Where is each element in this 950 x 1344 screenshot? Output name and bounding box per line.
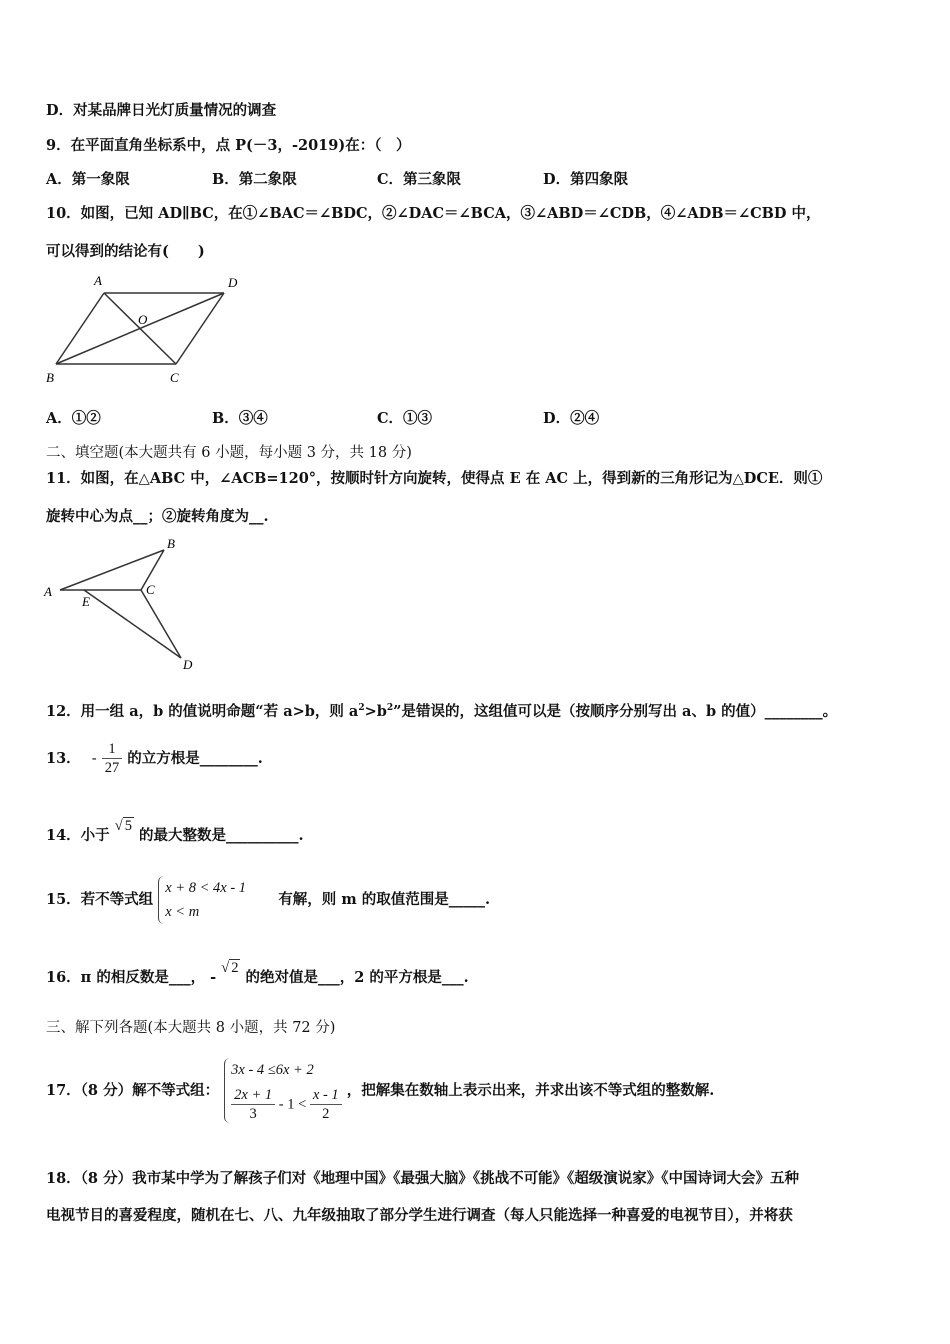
q17-fraction-2 [310, 1086, 342, 1123]
q15-stem [46, 876, 490, 924]
q17-fraction-2-denominator: 2 [322, 1106, 330, 1122]
label-d: D [228, 275, 238, 290]
q13-number: 13． [46, 749, 81, 767]
q13-fraction-denominator: 27 [104, 760, 120, 776]
q9-option-b: B．第二象限 [212, 171, 297, 188]
diagonal-bd [56, 293, 224, 364]
q14-post: 的最大整数是__________. [139, 827, 304, 844]
q18-line-2: 电视节目的喜爱程度，随机在七、八、九年级抽取了部分学生进行调查（每人只能选择一种喜爱的电视节目），并将获 [46, 1207, 793, 1224]
label-e: E [82, 594, 90, 609]
q13-sign: - [91, 750, 97, 767]
q11-stem-continued: 旋转中心为点__；②旋转角度为__. [46, 508, 269, 525]
q12-exponent-b: 2 [386, 703, 394, 713]
q11-triangle-figure [40, 532, 200, 674]
q13-post: 的立方根是________. [127, 749, 263, 767]
q10-option-a: A．①② [46, 410, 101, 427]
q13-fraction [102, 740, 123, 777]
label-a: A [44, 584, 52, 599]
q14-radicand: 5 [124, 818, 132, 834]
q16-radicand: 2 [231, 960, 239, 976]
q12-stem [46, 698, 837, 722]
q17-fraction-1 [231, 1086, 275, 1123]
label-c: C [146, 582, 155, 597]
q9-stem: 9．在平面直角坐标系中，点 P(－3，-2019)在：（ ） [46, 137, 411, 154]
q16-stem [46, 960, 469, 988]
q14-pre: 14．小于 [46, 827, 110, 844]
segment-cd [141, 590, 181, 658]
q17-pre: 17．（8 分）解不等式组： [46, 1081, 220, 1099]
q10-option-b: B．③④ [212, 410, 268, 427]
q9-option-d: D．第四象限 [543, 171, 629, 188]
label-a: A [94, 273, 102, 288]
q15-post: 有解，则 m 的取值范围是_____. [278, 891, 491, 908]
q17-fraction-2-numerator: x - 1 [310, 1086, 342, 1105]
q12-mid: >b [364, 702, 387, 720]
q17-stem [46, 1058, 714, 1123]
q17-inequality-1: 3x - 4 ≤6x + 2 [231, 1062, 314, 1078]
q14-sqrt: √ 5 [114, 818, 132, 834]
q10-parallelogram-figure [40, 268, 250, 388]
q9-option-c: C．第三象限 [377, 171, 462, 188]
q16-post: 的绝对值是___，2 的平方根是___. [245, 969, 469, 986]
q14-stem [46, 818, 304, 846]
q10-stem: 10．如图，已知 AD∥BC，在①∠BAC＝∠BDC，②∠DAC＝∠BCA，③∠ABD＝∠CDB，④∠ADB＝∠CBD 中， [46, 205, 821, 222]
q13-stem [46, 740, 263, 777]
section3-title: 三、解下列各题(本大题共 8 小题，共 72 分) [46, 1020, 336, 1036]
q12-exponent-a: 2 [358, 703, 365, 713]
q12-post: ”是错误的，这组值可以是（按顺序分别写出 a、b 的值）________。 [393, 702, 838, 720]
q10-stem-continued: 可以得到的结论有( ) [46, 243, 205, 260]
q10-option-c: C．①③ [377, 410, 433, 427]
segment-ed [84, 590, 181, 658]
q17-inequality-2 [231, 1086, 342, 1123]
q9-option-a: A．第一象限 [46, 171, 130, 188]
label-d: D [183, 657, 193, 672]
q18-line-1: 18．（8 分）我市某中学为了解孩子们对《地理中国》《最强大脑》《挑战不可能》《超级演说家》《中国诗词大会》五种 [46, 1170, 800, 1187]
q16-pre: 16．π 的相反数是___， [46, 969, 206, 986]
label-b: B [46, 370, 54, 385]
q15-inequality-2: x < m [165, 904, 200, 920]
q16-sqrt: √ 2 [221, 960, 239, 976]
q11-stem: 11．如图，在△ABC 中，∠ACB=120°，按顺时针方向旋转，使得点 E 在 AC 上，得到新的三角形记为△DCE．则① [46, 470, 823, 487]
q17-inequality-middle: - 1 < [278, 1096, 307, 1113]
q15-inequality-1: x + 8 < 4x - 1 [165, 880, 247, 896]
section2-title: 二、填空题(本大题共有 6 小题，每小题 3 分，共 18 分) [46, 445, 412, 461]
label-o: O [138, 312, 148, 327]
q10-option-d: D．②④ [543, 410, 600, 427]
label-b: B [167, 536, 175, 551]
q17-fraction-1-numerator: 2x + 1 [231, 1086, 275, 1105]
q13-fraction-numerator: 1 [102, 740, 123, 759]
q17-inequality-system [224, 1058, 342, 1123]
q12-pre: 12．用一组 a，b 的值说明命题“若 a>b，则 a [46, 702, 359, 720]
q16-sign: - [210, 969, 217, 986]
q15-inequality-system [158, 876, 259, 924]
label-c: C [170, 370, 179, 385]
q17-post: ，把解集在数轴上表示出来，并求出该不等式组的整数解. [346, 1081, 715, 1099]
q15-pre: 15．若不等式组 [46, 891, 154, 908]
q8-option-d: D．对某品牌日光灯质量情况的调查 [46, 102, 277, 119]
q17-fraction-1-denominator: 3 [249, 1106, 257, 1122]
